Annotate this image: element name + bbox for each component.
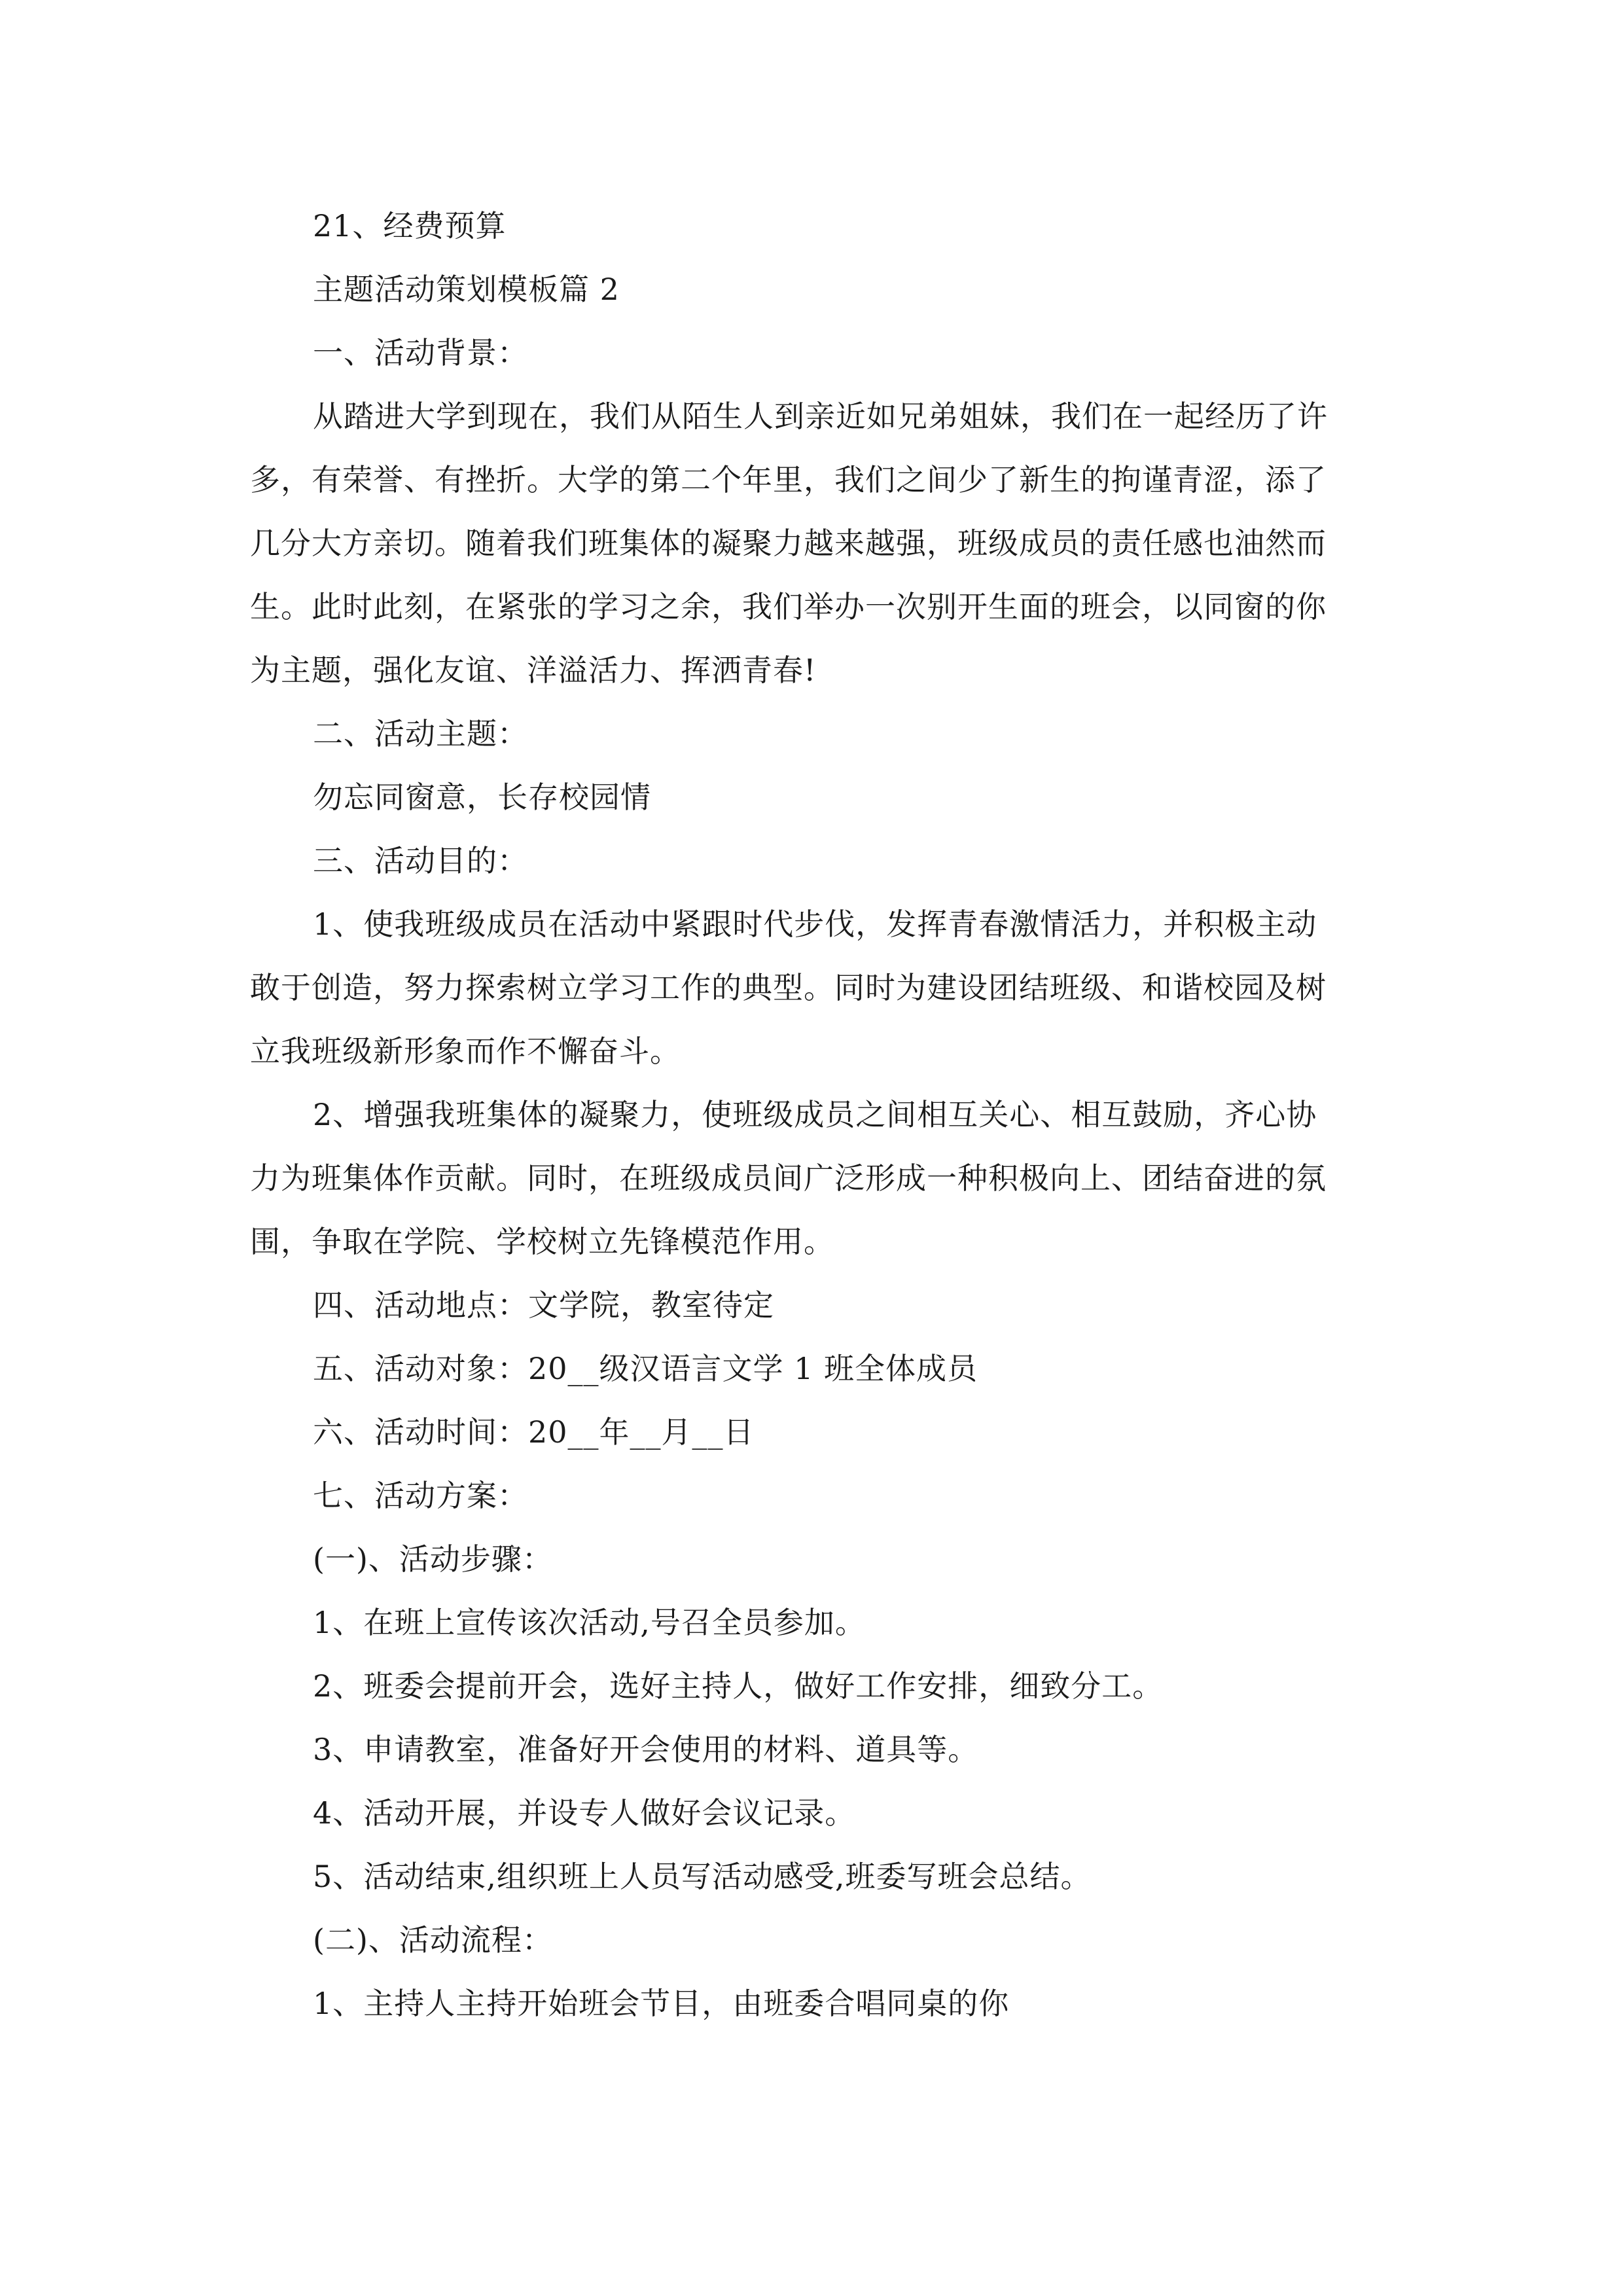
step-4: 4、活动开展，并设专人做好会议记录。 — [313, 1795, 856, 1831]
purpose-1-line-2: 敢于创造，努力探索树立学习工作的典型。同时为建设团结班级、和谐校园及树 — [250, 970, 1327, 1005]
step-1: 1、在班上宣传该次活动,号召全员参加。 — [313, 1605, 866, 1640]
paragraph-budget: 21、经费预算 — [313, 208, 507, 243]
purpose-2-line-3: 围，争取在学院、学校树立先锋模范作用。 — [250, 1224, 834, 1259]
heading-purpose: 三、活动目的： — [313, 843, 528, 878]
heading-participants: 五、活动对象：20__级汉语言文学 1 班全体成员 — [313, 1351, 978, 1386]
step-3: 3、申请教室，准备好开会使用的材料、道具等。 — [313, 1732, 979, 1767]
theme-text: 勿忘同窗意，长存校园情 — [313, 780, 651, 815]
purpose-2-line-1: 2、增强我班集体的凝聚力，使班级成员之间相互关心、相互鼓励，齐心协 — [313, 1097, 1317, 1132]
step-2: 2、班委会提前开会，选好主持人，做好工作安排，细致分工。 — [313, 1668, 1164, 1704]
heading-background: 一、活动背景： — [313, 335, 528, 370]
heading-theme: 二、活动主题： — [313, 716, 528, 751]
purpose-1-line-1: 1、使我班级成员在活动中紧跟时代步伐，发挥青春激情活力，并积极主动 — [313, 906, 1317, 942]
purpose-1-line-3: 立我班级新形象而作不懈奋斗。 — [250, 1033, 681, 1069]
step-5: 5、活动结束,组织班上人员写活动感受,班委写班会总结。 — [313, 1859, 1092, 1894]
subheading-process: (二)、活动流程： — [313, 1922, 553, 1958]
heading-time: 六、活动时间：20__年__月__日 — [313, 1414, 755, 1450]
heading-plan: 七、活动方案： — [313, 1478, 528, 1513]
subheading-steps: (一)、活动步骤： — [313, 1541, 553, 1577]
heading-location: 四、活动地点：文学院，教室待定 — [313, 1287, 774, 1323]
background-line-4: 生。此时此刻，在紧张的学习之余，我们举办一次别开生面的班会，以同窗的你 — [250, 589, 1327, 624]
background-line-2: 多，有荣誉、有挫折。大学的第二个年里，我们之间少了新生的拘谨青涩，添了 — [250, 462, 1327, 497]
section-title-template-2: 主题活动策划模板篇 2 — [313, 272, 620, 307]
background-line-3: 几分大方亲切。随着我们班集体的凝聚力越来越强，班级成员的责任感也油然而 — [250, 526, 1327, 561]
background-line-1: 从踏进大学到现在，我们从陌生人到亲近如兄弟姐妹，我们在一起经历了许 — [313, 399, 1328, 434]
background-line-5: 为主题，强化友谊、洋溢活力、挥洒青春! — [250, 653, 817, 688]
process-1: 1、主持人主持开始班会节目，由班委合唱同桌的你 — [313, 1986, 1010, 2021]
purpose-2-line-2: 力为班集体作贡献。同时，在班级成员间广泛形成一种积极向上、团结奋进的氛 — [250, 1160, 1327, 1196]
